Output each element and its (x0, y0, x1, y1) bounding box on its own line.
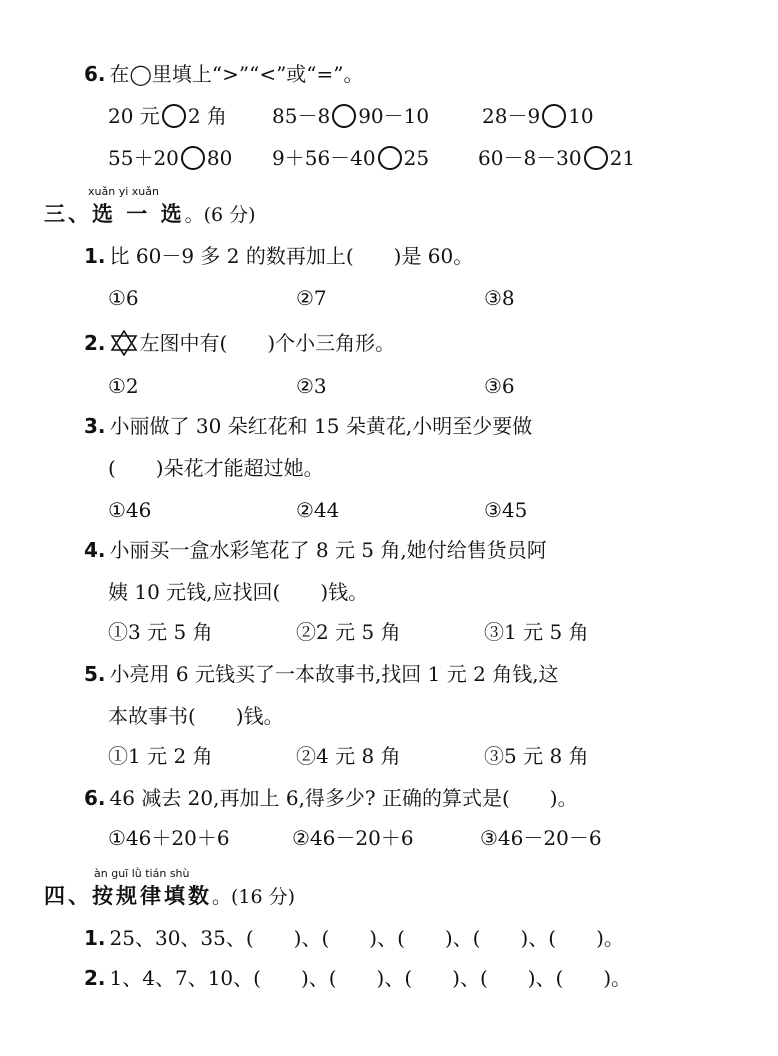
question-text-line2: 本故事书( )钱。 (108, 704, 284, 728)
question-number: 6. (84, 62, 106, 86)
option-b[interactable]: ②2 元 5 角 (296, 620, 401, 644)
compare-item (272, 146, 429, 170)
compare-item (482, 104, 594, 128)
option-b[interactable]: ②46－20＋6 (292, 826, 414, 850)
option-c[interactable]: ③46－20－6 (480, 826, 602, 850)
question-text-line2: ( )朵花才能超过她。 (108, 456, 324, 480)
question (84, 414, 532, 438)
answer-circle[interactable] (542, 104, 566, 128)
section-heading (44, 202, 256, 227)
option-a[interactable]: ①46 (108, 498, 152, 522)
compare-right: 90－10 (358, 104, 430, 128)
answer-circle[interactable] (584, 146, 608, 170)
compare-right: 21 (609, 146, 636, 170)
section-pinyin: xuǎn yi xuǎn (88, 185, 159, 198)
option-c[interactable]: ③5 元 8 角 (484, 744, 589, 768)
compare-left: 85－8 (272, 104, 331, 128)
compare-right: 80 (206, 146, 233, 170)
option-c[interactable]: ③45 (484, 498, 528, 522)
option-a[interactable]: ①3 元 5 角 (108, 620, 213, 644)
question (84, 662, 559, 686)
answer-circle[interactable] (181, 146, 205, 170)
sequence-question (84, 966, 631, 990)
compare-left: 60－8－30 (478, 146, 582, 170)
question-text: 比 60－9 多 2 的数再加上( )是 60。 (109, 244, 474, 268)
compare-right: 25 (403, 146, 430, 170)
option-b[interactable]: ②7 (296, 286, 327, 310)
question-number: 1. (84, 926, 106, 950)
sequence-text[interactable]: 1、4、7、10、( )、( )、( )、( )、( )。 (109, 966, 632, 990)
sequence-text[interactable]: 25、30、35、( )、( )、( )、( )、( )。 (109, 926, 624, 950)
question-text-line2: 姨 10 元钱,应找回( )钱。 (108, 580, 369, 604)
compare-item (272, 104, 429, 128)
question-number: 2. (84, 331, 106, 355)
option-c[interactable]: ③6 (484, 374, 515, 398)
compare-right: 2 角 (187, 104, 227, 128)
question-number: 5. (84, 662, 106, 686)
compare-item (108, 146, 232, 170)
section-title: 三、选 一 选 (44, 202, 185, 226)
question-text: 在◯里填上“>”“<”或“=”。 (109, 62, 364, 86)
question (84, 538, 547, 562)
section-heading (44, 884, 295, 909)
compare-right: 10 (568, 104, 594, 128)
option-a[interactable]: ①6 (108, 286, 139, 310)
option-b[interactable]: ②3 (296, 374, 327, 398)
section-pinyin: àn guī lǜ tián shù (94, 867, 190, 880)
answer-circle[interactable] (332, 104, 356, 128)
compare-item (478, 146, 635, 170)
answer-circle[interactable] (162, 104, 186, 128)
question-text: 小丽买一盒水彩笔花了 8 元 5 角,她付给售货员阿 (109, 538, 547, 562)
question-text: 小亮用 6 元钱买了一本故事书,找回 1 元 2 角钱,这 (109, 662, 559, 686)
option-c[interactable]: ③8 (484, 286, 515, 310)
compare-left: 28－9 (482, 104, 541, 128)
compare-item (108, 104, 227, 128)
option-a[interactable]: ①46＋20＋6 (108, 826, 230, 850)
option-b[interactable]: ②4 元 8 角 (296, 744, 401, 768)
question-text: 左图中有( )个小三角形。 (139, 331, 396, 355)
sequence-question (84, 926, 624, 950)
compare-left: 55＋20 (108, 146, 179, 170)
question-text: 小丽做了 30 朵红花和 15 朵黄花,小明至少要做 (109, 414, 533, 438)
question-number: 4. (84, 538, 106, 562)
compare-left: 20 元 (108, 104, 160, 128)
option-c[interactable]: ③1 元 5 角 (484, 620, 589, 644)
question (84, 330, 395, 361)
question-number: 2. (84, 966, 106, 990)
compare-question (84, 62, 364, 86)
question (84, 244, 473, 268)
option-a[interactable]: ①1 元 2 角 (108, 744, 213, 768)
section-points: 。(16 分) (212, 886, 296, 908)
star-of-david-icon (110, 330, 138, 361)
question (84, 786, 578, 810)
option-a[interactable]: ①2 (108, 374, 139, 398)
question-number: 3. (84, 414, 106, 438)
answer-circle[interactable] (378, 146, 402, 170)
question-text: 46 减去 20,再加上 6,得多少? 正确的算式是( )。 (109, 786, 578, 810)
question-number: 6. (84, 786, 106, 810)
option-b[interactable]: ②44 (296, 498, 340, 522)
section-title: 四、按规律填数 (44, 884, 212, 908)
section-points: 。(6 分) (184, 204, 256, 226)
compare-left: 9＋56－40 (272, 146, 376, 170)
question-number: 1. (84, 244, 106, 268)
